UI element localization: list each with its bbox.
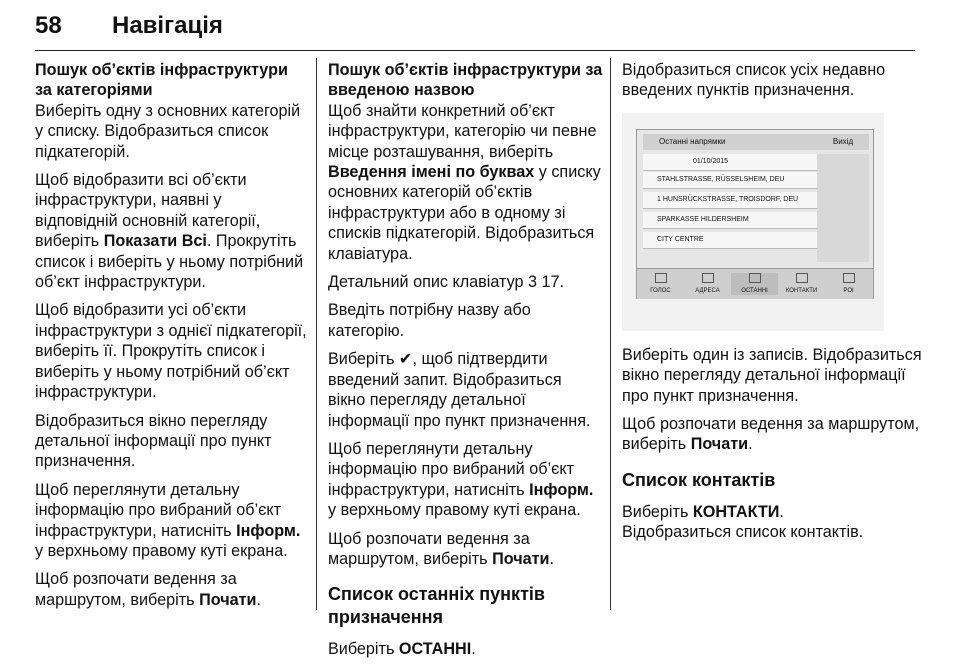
poi-icon [843, 273, 855, 283]
paragraph: Виберіть одну з основних категорій у списку. Відобразиться список підкатегорій. [35, 101, 301, 161]
paragraph: Введіть потрібну назву або категорію. [328, 301, 531, 340]
ui-term: Почати [199, 590, 257, 609]
paragraph: Щоб відобразити всі об’єкти інфраструктури, наявні у відповідній основній категорії, виберіть Показати Всі. Прокрутіть список і виберіть у ньому потрібний об’єкт інфраструктури. [35, 171, 304, 292]
recent-tab: ОСТАННІ [731, 273, 778, 295]
paragraph: Відобразиться вікно перегляду детальної інформації про пункт призначення. [35, 411, 272, 471]
page-number: 58 [35, 12, 62, 39]
column-1 [35, 60, 307, 618]
paragraph: Щоб розпочати ведення за маршрутом, виберіть Почати. [622, 415, 920, 454]
map-preview [817, 154, 869, 262]
column-2 [328, 60, 603, 668]
column-divider [610, 58, 611, 610]
ui-term: Інформ. [529, 480, 594, 499]
ui-term: Показати Всі [103, 232, 207, 251]
section-heading: Пошук об’єктів інфраструктури за категоріями [35, 61, 288, 100]
recent-icon [749, 273, 761, 283]
screen-title: Останні напрямки [643, 134, 829, 150]
list-item: 01/10/2015 [643, 154, 863, 171]
ui-term: Введення імені по буквах [328, 163, 535, 182]
chapter-title: Навігація [112, 12, 223, 39]
paragraph: Щоб знайти конкретний об’єкт інфраструктури, категорію чи певне місце розташування, виберіть Введення імені по буквах у списку основних категорій об’єктів інфраструктури або в одному зі списків підкатегорій. Відобразиться клавіатура. [328, 101, 601, 263]
list-item: 1 HUNSRÜCKSTRASSE, TROISDORF, DEU [643, 192, 827, 209]
list-item: SPARKASSE HILDERSHEIM [643, 212, 827, 229]
paragraph: Щоб відобразити усі об’єкти інфраструктури з однієї підкатегорії, виберіть її. Прокрутіть список і виберіть у ньому потрібний об’єкт інфраструктури. [35, 301, 307, 402]
poi-tab: POI [825, 273, 872, 295]
ui-term: КОНТАКТИ [692, 502, 780, 521]
paragraph: Виберіть один із записів. Відобразиться вікно перегляду детальної інформації про пункт призначення. [622, 345, 922, 405]
list-item: STAHLSTRASSE, RÜSSELSHEIM, DEU [643, 172, 827, 189]
header-rule [35, 50, 915, 51]
paragraph: Щоб розпочати ведення за маршрутом, виберіть Почати. [328, 529, 554, 568]
infotainment-screen [636, 129, 874, 299]
paragraph: Виберіть ОСТАННІ. [328, 640, 476, 659]
column-divider [316, 58, 317, 610]
section-heading: Список контактів [622, 469, 776, 490]
paragraph: Щоб переглянути детальну інформацію про вибраний об’єкт інфраструктури, натисніть Інформ. у верхньому правому куті екрана. [328, 439, 594, 520]
exit-button: Вихід [817, 134, 869, 150]
address-tab: АДРЕСА [684, 273, 731, 295]
ui-term: Почати [690, 435, 749, 454]
page-reference: 3 17. [528, 273, 565, 292]
ui-term: Почати [492, 549, 550, 568]
paragraph: Виберіть ✔, щоб підтвердити введений запит. Відобразиться вікно перегляду детальної інформації про пункт призначення. [328, 350, 591, 430]
paragraph: Відобразиться список контактів. [622, 523, 864, 542]
section-heading: Список останніх пунктів призначення [328, 584, 545, 628]
paragraph: Щоб розпочати ведення за маршрутом, виберіть Почати. [35, 570, 261, 609]
ui-term: Інформ. [236, 521, 301, 540]
contacts-icon [796, 273, 808, 283]
voice-icon [655, 273, 667, 283]
paragraph: Відобразиться список усіх недавно введених пунктів призначення. [622, 61, 886, 100]
paragraph: Щоб переглянути детальну інформацію про вибраний об’єкт інфраструктури, натисніть Інформ. у верхньому правому куті екрана. [35, 480, 301, 560]
voice-tab: ГОЛОС [637, 273, 684, 295]
flag-icon [702, 273, 714, 283]
column-3 [622, 60, 922, 551]
checkmark-icon: ✔ [398, 350, 413, 369]
section-heading: Пошук об’єктів інфраструктури за введеною назвою [328, 61, 603, 100]
bottom-bar [637, 268, 873, 299]
recent-destinations-screenshot [622, 113, 884, 331]
page-header [35, 12, 915, 46]
list-item: CITY CENTRE [643, 232, 827, 249]
ui-term: ОСТАННІ [398, 640, 472, 659]
contacts-tab: КОНТАКТИ [778, 273, 825, 295]
paragraph: Виберіть КОНТАКТИ. [622, 502, 784, 521]
paragraph: Детальний опис клавіатур 3 17. [328, 273, 565, 292]
